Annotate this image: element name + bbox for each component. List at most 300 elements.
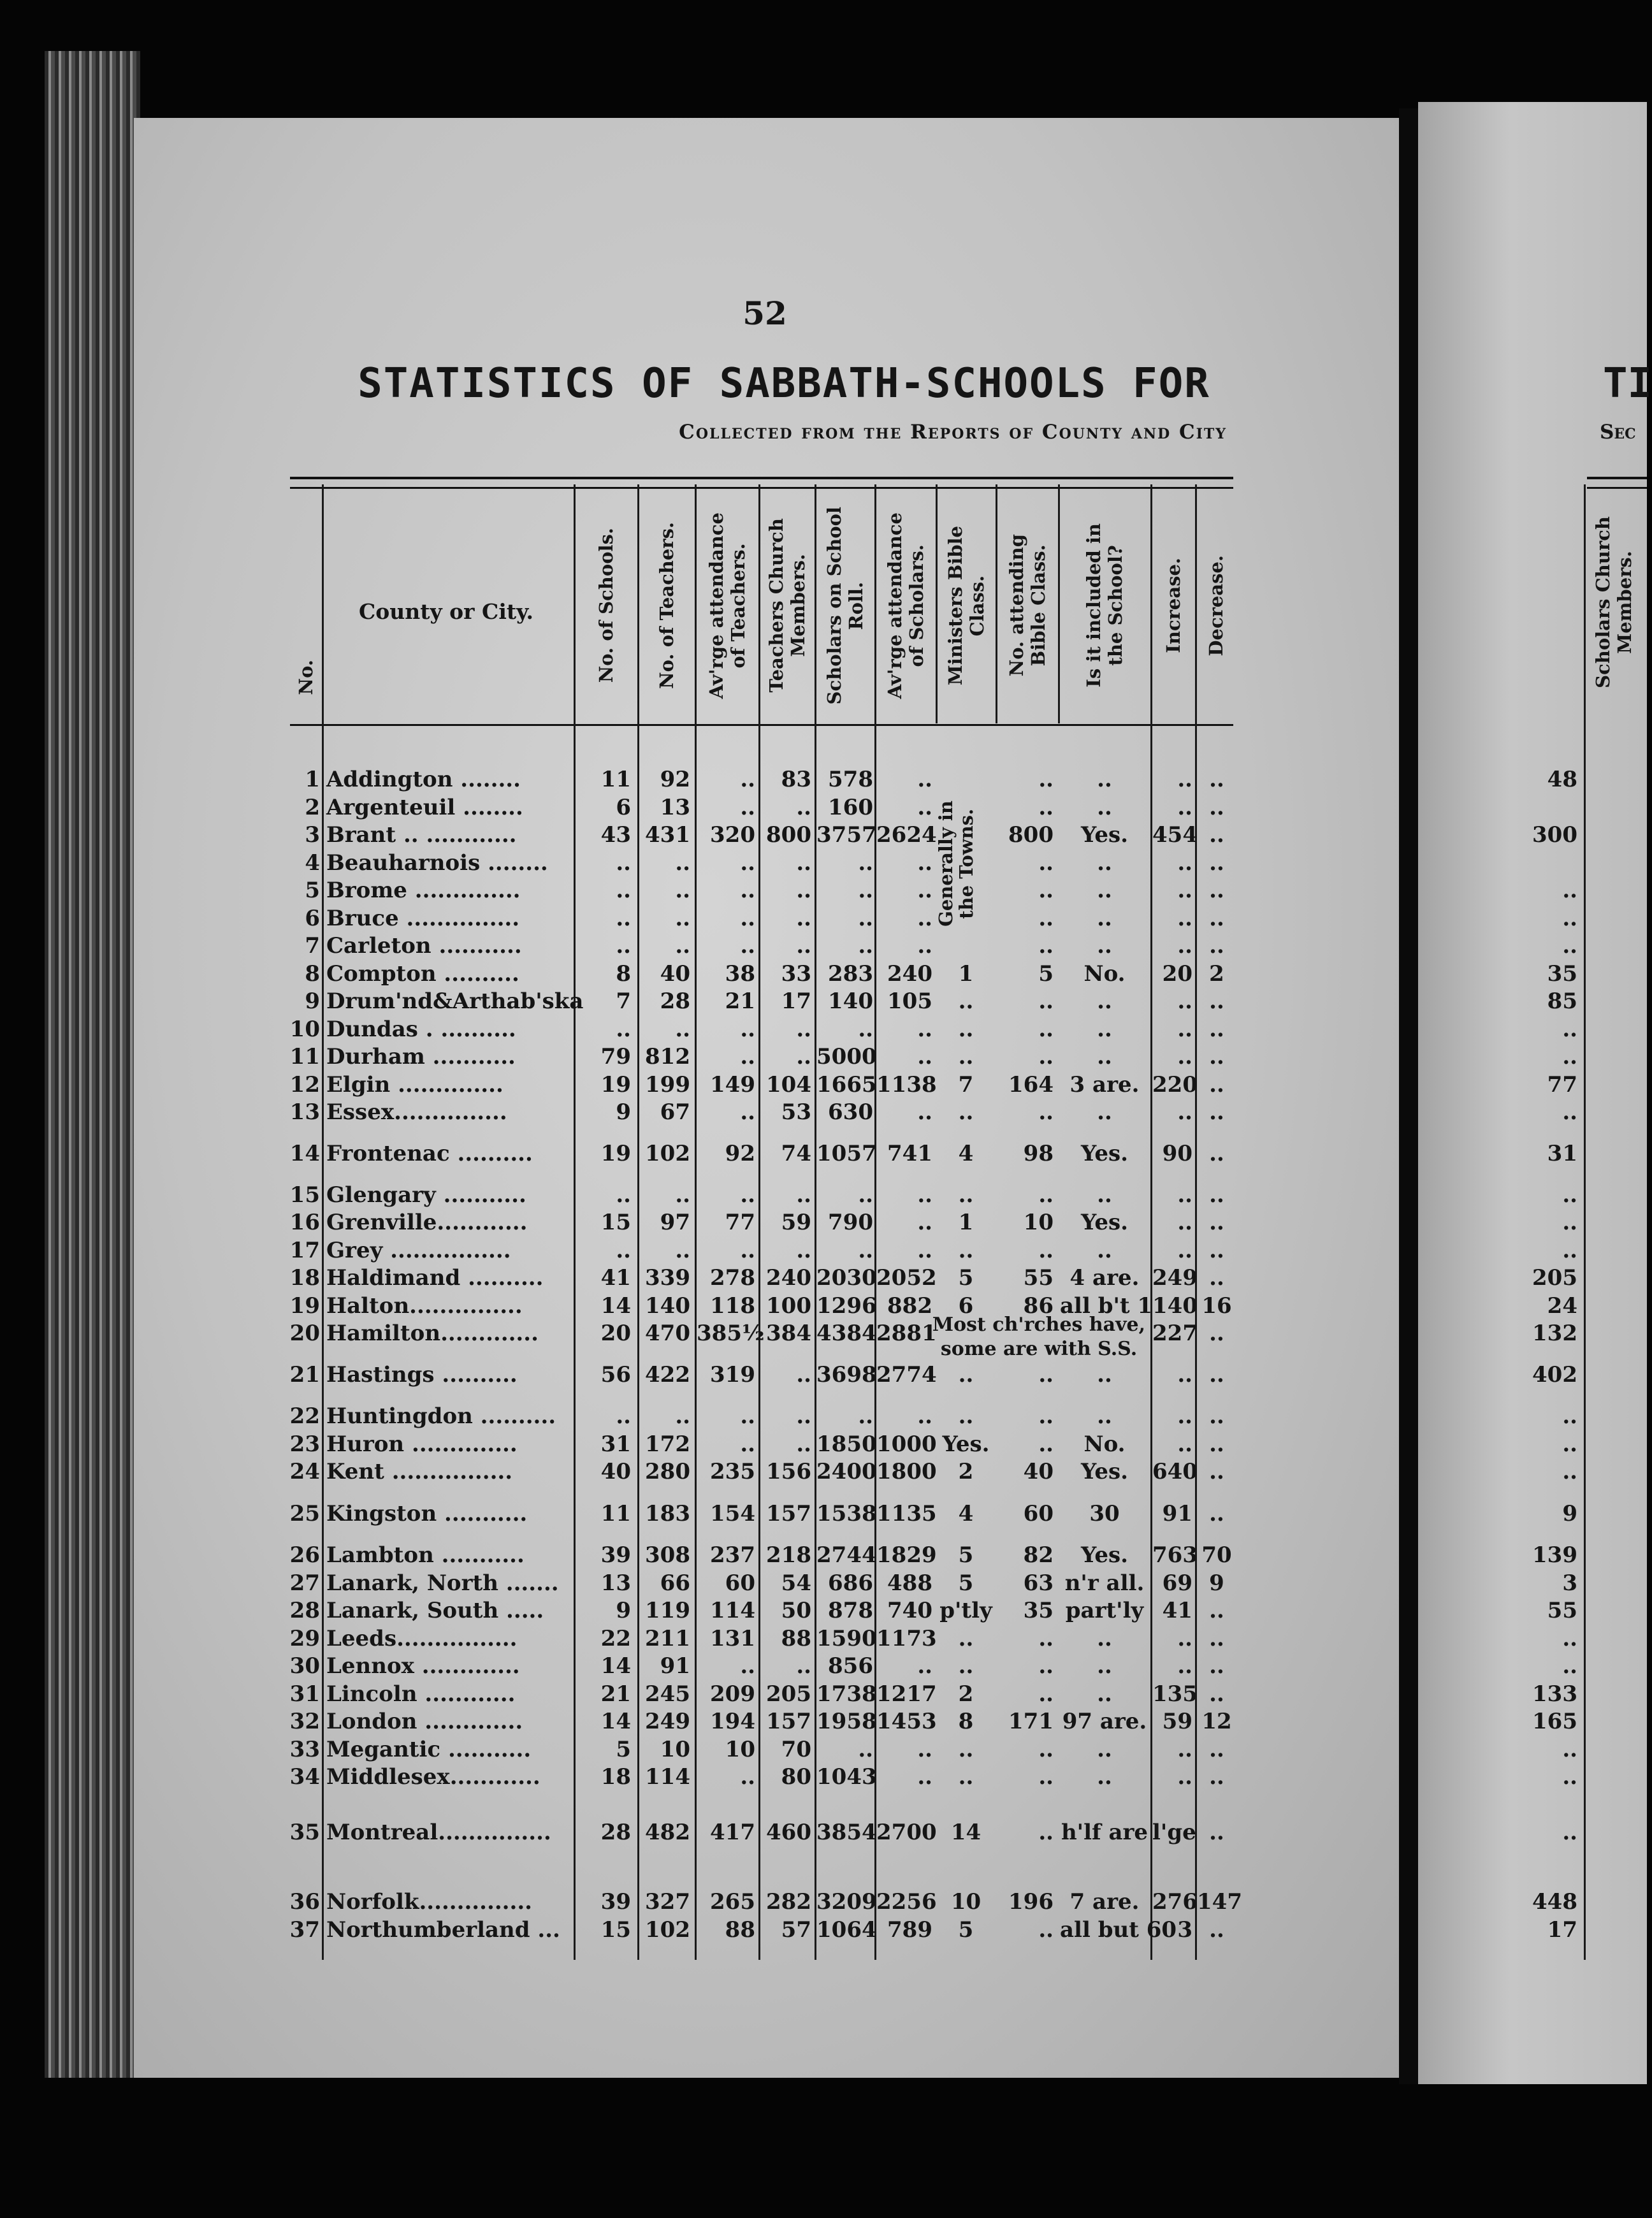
header-bottom-rule [290,724,1233,726]
cell-avg-t: .. [740,933,755,959]
cell-inc: .. [1097,989,1112,1014]
cell-tm: 156 [766,1459,811,1484]
cell-increase: 227 [1152,1321,1198,1346]
cell-increase: 249 [1152,1265,1198,1291]
cell-increase: .. [1177,933,1192,959]
cell-schools: 21 [600,1681,631,1707]
cell-min: .. [958,1238,974,1263]
table-row [0,1182,1275,1208]
right-page-value: .. [1562,1820,1577,1845]
cell-tm: 70 [781,1737,811,1762]
cell-roll: .. [858,906,873,931]
cell-inc: Yes. [1081,1210,1128,1235]
cell-tm: 17 [781,989,811,1014]
cell-decrease: .. [1209,1141,1224,1166]
right-page-value: .. [1562,1238,1577,1263]
county-name: Haldimand .......... [326,1265,544,1291]
right-page-value: .. [1562,906,1577,931]
cell-inc: .. [1097,795,1112,820]
cell-increase: 220 [1152,1072,1198,1098]
table-row [0,989,1275,1014]
cell-increase: .. [1177,1182,1192,1208]
cell-avg-s: .. [917,878,932,903]
county-name: Kent ................ [326,1459,513,1484]
book-gutter [1399,108,1418,2084]
county-name: Hamilton............. [326,1321,539,1346]
right-page-value: 3 [1562,1570,1577,1596]
cell-inc: .. [1097,1681,1112,1707]
cell-avg-s: 488 [887,1570,932,1596]
cell-att: 164 [1008,1072,1054,1098]
cell-att: 55 [1023,1265,1054,1291]
cell-teachers: .. [675,1182,690,1208]
cell-inc: Yes. [1081,1542,1128,1568]
row-number: 21 [289,1362,320,1388]
cell-decrease: .. [1209,989,1224,1014]
table-row [0,1820,1275,1845]
cell-roll: 790 [828,1210,873,1235]
row-number: 32 [289,1709,320,1734]
cell-tm: 384 [766,1321,811,1346]
cell-decrease: .. [1209,822,1224,848]
county-name: Leeds................ [326,1626,518,1651]
cell-avg-s: 1829 [876,1542,937,1568]
cell-tm: .. [796,1403,811,1429]
cell-increase: .. [1177,1238,1192,1263]
cell-teachers: .. [675,906,690,931]
cell-teachers: 172 [645,1432,690,1457]
row-number: 36 [289,1889,320,1915]
cell-schools: 8 [616,961,631,987]
cell-teachers: 482 [645,1820,690,1845]
cell-increase: .. [1177,1626,1192,1651]
cell-att: .. [1038,878,1054,903]
cell-roll: 1665 [816,1072,877,1098]
cell-inc: all b't 1 [1060,1293,1153,1319]
row-number: 23 [289,1432,320,1457]
cell-schools: 9 [616,1598,631,1623]
cell-teachers: 28 [660,989,690,1014]
county-name: Lanark, South ..... [326,1598,544,1623]
cell-roll: .. [858,933,873,959]
cell-schools: 19 [600,1072,631,1098]
cell-teachers: 13 [660,795,690,820]
cell-avg-s: 240 [887,961,932,987]
cell-inc: Yes. [1081,1459,1128,1484]
cell-avg-s: 1453 [876,1709,937,1734]
cell-increase: 140 [1152,1293,1198,1319]
county-name: Essex............... [326,1099,507,1125]
right-page-value: 402 [1532,1362,1577,1388]
cell-teachers: .. [675,1238,690,1263]
cell-avg-t: 149 [710,1072,755,1098]
cell-schools: 15 [600,1917,631,1943]
row-number: 2 [305,795,320,820]
cell-inc: .. [1097,1238,1112,1263]
cell-roll: 1738 [816,1681,877,1707]
row-number: 4 [305,850,320,876]
cell-schools: .. [616,1017,631,1042]
cell-roll: .. [858,850,873,876]
county-name: Beauharnois ........ [326,850,548,876]
county-name: Halton............... [326,1293,523,1319]
cell-decrease: 70 [1201,1542,1232,1568]
cell-increase: l'ge [1152,1820,1196,1845]
cell-teachers: 114 [645,1764,690,1790]
county-name: Lambton ........... [326,1542,525,1568]
county-name: Bruce ............... [326,906,520,931]
cell-increase: 454 [1152,822,1198,848]
cell-avg-s: 1217 [876,1681,937,1707]
county-name: Montreal............... [326,1820,551,1845]
right-page-value: .. [1562,933,1577,959]
cell-roll: 160 [828,795,873,820]
cell-att: 82 [1023,1542,1054,1568]
cell-tm: .. [796,1238,811,1263]
row-number: 19 [289,1293,320,1319]
cell-schools: 19 [600,1141,631,1166]
right-page-value: .. [1562,1403,1577,1429]
right-page-value: 85 [1547,989,1577,1014]
cell-avg-s: 2774 [876,1362,937,1388]
cell-tm: 80 [781,1764,811,1790]
table-row [0,1570,1275,1596]
cell-increase: 59 [1162,1709,1192,1734]
cell-inc: Yes. [1081,822,1128,848]
row-number: 9 [305,989,320,1014]
cell-att: 5 [1038,961,1054,987]
county-name: Huron .............. [326,1432,518,1457]
cell-decrease: .. [1209,1459,1224,1484]
cell-inc: .. [1097,850,1112,876]
cell-decrease: .. [1209,1764,1224,1790]
cell-avg-s: 1000 [876,1432,937,1457]
cell-schools: 14 [600,1653,631,1679]
right-page-value: 35 [1547,961,1577,987]
cell-avg-t: .. [740,795,755,820]
cell-att: .. [1038,1626,1054,1651]
cell-schools: 22 [600,1626,631,1651]
right-page-value: 55 [1547,1598,1577,1623]
cell-inc: .. [1097,1653,1112,1679]
cell-min: 5 [958,1570,974,1596]
cell-increase: .. [1177,1403,1192,1429]
cell-schools: .. [616,933,631,959]
cell-att: .. [1038,989,1054,1014]
cell-increase: .. [1177,795,1192,820]
cell-avg-t: .. [740,906,755,931]
row-number: 10 [289,1017,320,1042]
cell-tm: .. [796,795,811,820]
page-subtitle: Collected from the Reports of County and City [679,421,1227,444]
row-number: 3 [305,822,320,848]
cell-avg-s: .. [917,1653,932,1679]
row-number: 11 [289,1044,320,1069]
cell-att: .. [1038,795,1054,820]
cell-avg-t: 319 [710,1362,755,1388]
row-number: 13 [289,1099,320,1125]
cell-decrease: .. [1209,1432,1224,1457]
right-page-column-divider [1584,484,1586,1960]
right-page-value: 448 [1532,1889,1577,1915]
table-row [0,1626,1275,1651]
cell-avg-t: .. [740,1099,755,1125]
cell-att: 800 [1008,822,1054,848]
cell-tm: 240 [766,1265,811,1291]
table-row [0,1017,1275,1042]
cell-att: .. [1038,1099,1054,1125]
cell-teachers: 339 [645,1265,690,1291]
cell-avg-t: 77 [725,1210,755,1235]
cell-min: 2 [958,1681,974,1707]
row-number: 28 [289,1598,320,1623]
right-page-value: .. [1562,1653,1577,1679]
cell-avg-t: 278 [710,1265,755,1291]
cell-avg-t: 92 [725,1141,755,1166]
right-page-value: 133 [1532,1681,1577,1707]
cell-avg-s: 789 [887,1917,932,1943]
cell-avg-t: 60 [725,1570,755,1596]
cell-teachers: .. [675,1403,690,1429]
cell-schools: 56 [600,1362,631,1388]
cell-teachers: 119 [645,1598,690,1623]
cell-roll: 1590 [816,1626,877,1651]
page-number: 52 [743,294,787,332]
cell-inc: 7 are. [1069,1889,1140,1915]
cell-teachers: 470 [645,1321,690,1346]
cell-att: .. [1038,1764,1054,1790]
cell-schools: 28 [600,1820,631,1845]
cell-roll: .. [858,1737,873,1762]
cell-roll: 4384 [816,1321,877,1346]
cell-att: 86 [1023,1293,1054,1319]
county-name: Grenville............ [326,1210,528,1235]
table-row [0,1598,1275,1623]
cell-roll: 1850 [816,1432,877,1457]
row-number: 1 [305,767,320,792]
cell-tm: 83 [781,767,811,792]
right-page-value: .. [1562,1017,1577,1042]
cell-roll: .. [858,1238,873,1263]
cell-decrease: .. [1209,1598,1224,1623]
cell-teachers: 327 [645,1889,690,1915]
cell-increase: 3 [1177,1917,1192,1943]
cell-avg-s: 1138 [876,1072,937,1098]
header-attending-bible-class: No. attending Bible Class. [1005,534,1049,677]
right-page-value: 9 [1562,1501,1577,1526]
table-row [0,1653,1275,1679]
cell-schools: 39 [600,1889,631,1915]
row-number: 16 [289,1210,320,1235]
cell-min: 4 [958,1141,974,1166]
cell-teachers: 422 [645,1362,690,1388]
cell-decrease: .. [1209,1737,1224,1762]
header-avg-scholars: Av'rge attendance of Scholars. [883,512,927,699]
table-row [0,1501,1275,1526]
cell-decrease: .. [1209,795,1224,820]
cell-tm: 104 [766,1072,811,1098]
cell-inc: .. [1097,1737,1112,1762]
cell-att: .. [1038,1432,1054,1457]
cell-decrease: .. [1209,1403,1224,1429]
cell-inc: part'ly [1065,1598,1144,1623]
cell-avg-t: 154 [710,1501,755,1526]
bracket-note-towns: Generally in the Towns. [935,801,977,927]
cell-teachers: 183 [645,1501,690,1526]
cell-roll: 578 [828,767,873,792]
cell-avg-s: .. [917,933,932,959]
cell-avg-t: 417 [710,1820,755,1845]
row-number: 15 [289,1182,320,1208]
county-name: Argenteuil ........ [326,795,523,820]
cell-schools: 11 [600,767,631,792]
cell-teachers: 66 [660,1570,690,1596]
cell-min: .. [958,1362,974,1388]
row-number: 5 [305,878,320,903]
county-name: Brant .. ............ [326,822,517,848]
cell-avg-s: .. [917,1017,932,1042]
cell-roll: 1538 [816,1501,877,1526]
cell-tm: 218 [766,1542,811,1568]
cell-increase: 91 [1162,1501,1192,1526]
right-page-subtitle-fragment: Sec [1600,421,1636,444]
cell-decrease: .. [1209,1072,1224,1098]
cell-roll: .. [858,1182,873,1208]
cell-tm: .. [796,850,811,876]
cell-inc: No. [1083,961,1126,987]
cell-avg-t: 10 [725,1737,755,1762]
table-row [0,906,1275,931]
row-number: 25 [289,1501,320,1526]
cell-min: .. [958,1044,974,1069]
header-scholars-roll: Scholars on School Roll. [823,506,867,705]
cell-tm: 800 [766,822,811,848]
cell-teachers: 431 [645,822,690,848]
cell-tm: 33 [781,961,811,987]
row-number: 24 [289,1459,320,1484]
cell-teachers: 249 [645,1709,690,1734]
table-row [0,1764,1275,1790]
cell-increase: .. [1177,1432,1192,1457]
cell-tm: 88 [781,1626,811,1651]
right-page-value: .. [1562,1210,1577,1235]
cell-avg-t: .. [740,1182,755,1208]
cell-inc: .. [1097,1044,1112,1069]
table-row [0,878,1275,903]
cell-avg-s: 2052 [876,1265,937,1291]
cell-avg-s: 105 [887,989,932,1014]
cell-avg-t: .. [740,1764,755,1790]
cell-avg-t: 118 [710,1293,755,1319]
cell-att: 40 [1023,1459,1054,1484]
cell-decrease: .. [1209,1017,1224,1042]
cell-avg-s: 1173 [876,1626,937,1651]
cell-roll: 3854 [816,1820,877,1845]
cell-tm: 157 [766,1501,811,1526]
cell-att: .. [1038,1182,1054,1208]
county-name: Addington ........ [326,767,521,792]
cell-tm: .. [796,1044,811,1069]
table-row [0,1737,1275,1762]
right-page-value: 165 [1532,1709,1577,1734]
cell-increase: 20 [1162,961,1192,987]
cell-att: .. [1038,906,1054,931]
cell-att: .. [1038,1044,1054,1069]
cell-decrease: .. [1209,933,1224,959]
cell-avg-t: .. [740,1238,755,1263]
cell-increase: .. [1177,878,1192,903]
cell-avg-s: 741 [887,1141,932,1166]
row-number: 27 [289,1570,320,1596]
cell-inc: Yes. [1081,1141,1128,1166]
header-no: No. [295,660,317,695]
row-number: 20 [289,1321,320,1346]
header-teachers-members: Teachers Church Members. [765,518,809,693]
table-row [0,1072,1275,1098]
row-number: 26 [289,1542,320,1568]
cell-increase: 69 [1162,1570,1192,1596]
cell-increase: .. [1177,1653,1192,1679]
header-increase: Increase. [1162,558,1184,653]
cell-schools: 41 [600,1265,631,1291]
row-number: 14 [289,1141,320,1166]
cell-avg-s: 2624 [876,822,937,848]
cell-roll: 1958 [816,1709,877,1734]
cell-increase: .. [1177,906,1192,931]
cell-teachers: 102 [645,1141,690,1166]
cell-schools: 43 [600,822,631,848]
header-county: County or City. [359,599,533,624]
county-name: Hastings .......... [326,1362,518,1388]
cell-roll: 3209 [816,1889,877,1915]
cell-avg-t: 265 [710,1889,755,1915]
county-name: Lanark, North ....... [326,1570,559,1596]
cell-tm: .. [796,878,811,903]
cell-inc: .. [1097,933,1112,959]
cell-tm: 205 [766,1681,811,1707]
county-name: Carleton ........... [326,933,522,959]
cell-avg-t: .. [740,1403,755,1429]
cell-avg-t: .. [740,1653,755,1679]
right-page-value: 77 [1547,1072,1577,1098]
cell-increase: 763 [1152,1542,1198,1568]
cell-decrease: .. [1209,878,1224,903]
cell-att: .. [1038,850,1054,876]
cell-min: .. [958,1017,974,1042]
cell-att: 63 [1023,1570,1054,1596]
cell-avg-s: .. [917,767,932,792]
cell-schools: 18 [600,1764,631,1790]
header-teachers: No. of Teachers. [655,522,677,689]
cell-increase: .. [1177,1210,1192,1235]
cell-teachers: 199 [645,1072,690,1098]
row-number: 17 [289,1238,320,1263]
cell-tm: .. [796,1017,811,1042]
cell-min: .. [958,1653,974,1679]
cell-roll: 2030 [816,1265,877,1291]
cell-inc: .. [1097,1017,1112,1042]
cell-min: 5 [958,1542,974,1568]
row-number: 12 [289,1072,320,1098]
table-row [0,850,1275,876]
cell-roll: 3698 [816,1362,877,1388]
table-row [0,1681,1275,1707]
cell-schools: .. [616,1238,631,1263]
cell-increase: .. [1177,1764,1192,1790]
cell-decrease: .. [1209,1265,1224,1291]
cell-avg-s: .. [917,1044,932,1069]
cell-tm: 57 [781,1917,811,1943]
